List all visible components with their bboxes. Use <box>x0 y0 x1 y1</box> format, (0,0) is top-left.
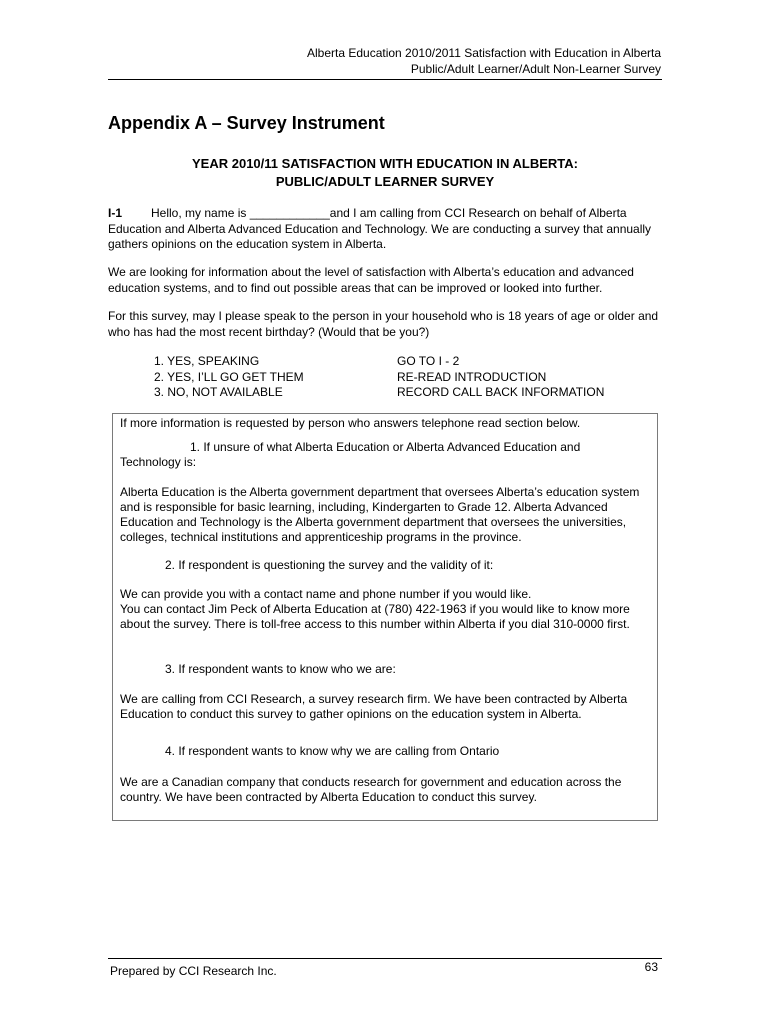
info-item-3: 3. If respondent wants to know who we are: <box>165 662 396 676</box>
info-answer-1: Alberta Education is the Alberta government department that oversees Alberta’s education system and is responsible for basic learning, including, Kindergarten to Grade 12. Alberta Advanced Education and Technology is the Alberta government department that oversees the universities, colleges, technical institutions and apprenticeship programs in the province. <box>120 485 640 544</box>
response-action: RECORD CALL BACK INFORMATION <box>397 385 605 399</box>
info-answer-3: We are calling from CCI Research, a survey research firm. We have been contracted by Alberta Education to conduct this survey to gather opinions on the education system in Alberta. <box>120 692 628 721</box>
info-answer-2a: We can provide you with a contact name and phone number if you would like. <box>120 587 532 601</box>
info-answer-4: We are a Canadian company that conducts research for government and education across the country. We have been contracted by Alberta Education to conduct this survey. <box>120 775 622 804</box>
info-item-1 <box>120 440 652 470</box>
response-action: RE-READ INTRODUCTION <box>397 369 547 384</box>
header-line-2: Public/Adult Learner/Adult Non-Learner Survey <box>410 62 661 76</box>
info-answer-2b: You can contact Jim Peck of Alberta Education at (780) 422-1963 if you would like to know more about the survey. There is toll-free access to this number within Alberta if you dial 310-0000 first. <box>120 602 630 631</box>
response-options <box>154 354 304 401</box>
respondent-paragraph: For this survey, may I please speak to the person in your household who is 18 years of age or older and who has had the most recent birthday? (Would that be you?) <box>108 309 659 339</box>
info-box-heading: If more information is requested by person who answers telephone read section below. <box>120 416 581 430</box>
header-rule <box>108 79 662 80</box>
info-item-1-text: 1. If unsure of what Alberta Education or Alberta Advanced Education and <box>190 440 581 454</box>
response-action: GO TO I - 2 <box>397 354 460 368</box>
info-item-4: 4. If respondent wants to know why we are calling from Ontario <box>165 744 500 758</box>
appendix-title: Appendix A – Survey Instrument <box>108 113 385 133</box>
survey-title <box>108 155 662 191</box>
response-option: 1. YES, SPEAKING <box>154 354 260 368</box>
footer-credit: Prepared by CCI Research Inc. <box>110 964 277 978</box>
footer-rule <box>108 958 662 959</box>
purpose-paragraph: We are looking for information about the level of satisfaction with Alberta’s education and advanced education systems, and to find out possible areas that can be improved or looked into further. <box>108 265 634 295</box>
question-label: I-1 <box>108 206 123 220</box>
running-header <box>191 45 661 77</box>
response-option: 3. NO, NOT AVAILABLE <box>154 385 283 399</box>
survey-title-line-2: PUBLIC/ADULT LEARNER SURVEY <box>275 174 495 189</box>
info-item-1-cont: Technology is: <box>120 455 197 469</box>
response-option: 2. YES, I’LL GO GET THEM <box>154 369 304 384</box>
info-item-2: 2. If respondent is questioning the survey and the validity of it: <box>165 558 494 572</box>
response-actions <box>397 354 604 401</box>
survey-title-line-1: YEAR 2010/11 SATISFACTION WITH EDUCATION IN ALBERTA: <box>192 156 578 171</box>
info-answer-2 <box>120 587 652 632</box>
page-number: 63 <box>644 960 658 974</box>
intro-text: Hello, my name is ____________and I am calling from CCI Research on behalf of Alberta Education and Alberta Advanced Education and Technology. We are conducting a survey that annually gathers opinions on the education system in Alberta. <box>108 206 652 251</box>
header-line-1: Alberta Education 2010/2011 Satisfaction with Education in Alberta <box>306 46 661 60</box>
intro-paragraph <box>108 206 664 253</box>
